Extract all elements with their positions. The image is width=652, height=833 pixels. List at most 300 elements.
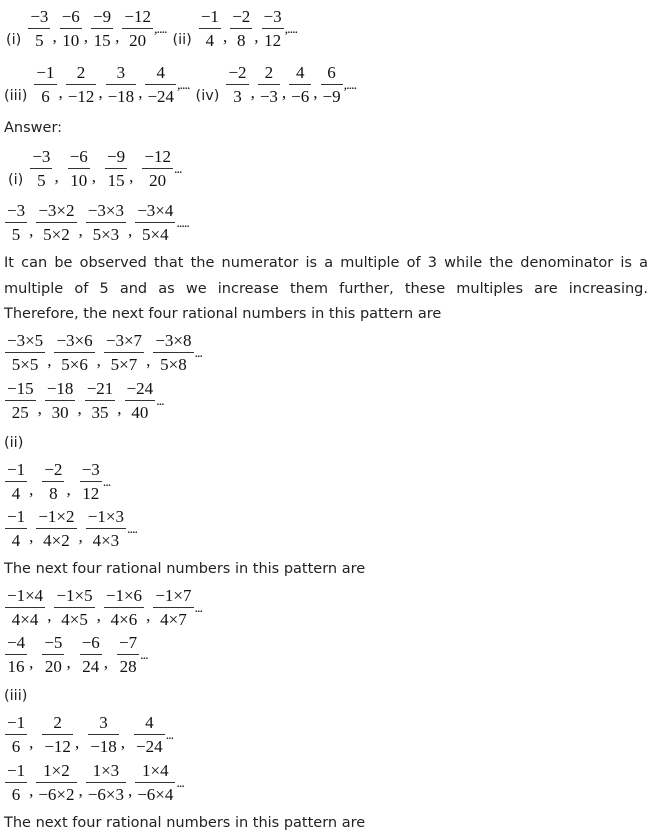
fraction-bar [230, 28, 252, 29]
fraction-bar [5, 222, 27, 223]
comma: , [281, 83, 287, 102]
fraction-bar [85, 400, 116, 401]
fraction-bar [36, 782, 76, 783]
fraction [85, 762, 127, 804]
fraction-bar [262, 28, 284, 29]
part-label: (iv) [195, 88, 220, 104]
denominator: 4 [11, 531, 21, 550]
fraction-sequence [4, 380, 164, 422]
denominator: −6×3 [87, 785, 124, 804]
fraction-sequence [4, 461, 110, 503]
denominator: −12 [67, 87, 95, 106]
fraction [35, 508, 77, 550]
fraction-bar [145, 84, 176, 85]
fraction [29, 148, 53, 190]
comma: , [115, 27, 120, 46]
denominator: 3 [233, 87, 242, 106]
fraction [85, 202, 127, 244]
numerator: 1×4 [142, 761, 169, 780]
fraction [67, 148, 91, 190]
answer-ii-next-expanded [0, 587, 202, 629]
comma: , [127, 781, 133, 800]
numerator: 2 [53, 713, 62, 732]
ellipsis: ... [102, 475, 111, 490]
fraction-bar [30, 168, 52, 169]
numerator: 1×3 [92, 761, 120, 780]
fraction-bar [91, 28, 113, 29]
denominator: 5×6 [61, 355, 88, 374]
fraction-bar [125, 400, 156, 401]
fraction-bar [34, 84, 56, 85]
numerator: −2 [44, 460, 63, 479]
fraction-bar [45, 400, 76, 401]
numerator: −7 [119, 633, 138, 652]
denominator: 5 [11, 225, 21, 244]
fraction [27, 8, 51, 50]
question-row-1 [0, 8, 297, 50]
fraction-bar [60, 28, 82, 29]
comma: , [29, 527, 34, 546]
fraction-bar [106, 84, 137, 85]
comma: , [78, 221, 83, 240]
fraction-bar [135, 222, 175, 223]
fraction [4, 508, 28, 550]
numerator: −9 [93, 7, 112, 26]
comma: , [29, 733, 34, 752]
comma: , [78, 527, 83, 546]
answer-i-explanation: It can be observed that the numerator is a multiple of 3 while the denominator is a multiple of 5 and as we increase them further, these multiples are increasing. Therefore, the next four rational numbers in this pattern are [4, 255, 648, 322]
fraction-bar [66, 84, 97, 85]
fraction-bar [88, 734, 119, 735]
ellipsis: ,.... [284, 22, 298, 37]
comma: , [58, 83, 63, 102]
comma: , [29, 221, 34, 240]
part-label: (i) [6, 32, 22, 48]
numerator: −3×6 [56, 331, 93, 350]
numerator: −1 [200, 7, 219, 26]
comma: , [254, 27, 259, 46]
ellipsis: ... [173, 162, 182, 177]
comma: , [127, 221, 133, 240]
fraction-bar [226, 84, 248, 85]
fraction [53, 332, 95, 374]
fraction-sequence [27, 8, 166, 50]
denominator: 6 [11, 785, 21, 804]
question-row-2 [0, 64, 356, 106]
numerator: −3×8 [155, 331, 192, 350]
numerator: 2 [264, 63, 274, 82]
fraction-bar [86, 222, 126, 223]
fraction-sequence [4, 332, 202, 374]
fraction-bar [153, 607, 193, 608]
denominator: 10 [70, 171, 88, 190]
ellipsis: ,.... [177, 78, 190, 93]
numerator: −3 [30, 7, 49, 26]
fraction-bar [5, 782, 27, 783]
numerator: −3 [81, 460, 100, 479]
denominator: −24 [136, 737, 163, 756]
numerator: 4 [145, 713, 154, 732]
comma: , [77, 399, 82, 418]
fraction [229, 8, 253, 50]
fraction [288, 64, 312, 106]
fraction [141, 148, 174, 190]
comma: , [146, 351, 151, 370]
fraction-bar [134, 734, 165, 735]
ellipsis: ... [140, 648, 148, 663]
fraction [4, 332, 46, 374]
fraction-bar [104, 607, 144, 608]
ellipsis: ... [194, 601, 202, 616]
numerator: −3×3 [87, 201, 124, 220]
answer-ii-given [0, 461, 110, 503]
denominator: 6 [11, 737, 21, 756]
numerator: 4 [295, 63, 305, 82]
fraction [79, 634, 103, 676]
denominator: −24 [147, 87, 175, 106]
denominator: 20 [129, 31, 147, 50]
answer-ii-expanded [0, 508, 137, 550]
comma: , [47, 606, 52, 625]
denominator: 4×2 [43, 531, 70, 550]
fraction-sequence [4, 587, 202, 629]
fraction-bar [80, 654, 102, 655]
answer-i-expanded [0, 202, 189, 244]
denominator: 4×6 [110, 610, 138, 629]
denominator: 24 [82, 657, 100, 676]
fraction [144, 64, 177, 106]
denominator: 4 [11, 484, 21, 503]
ellipsis: ... [156, 394, 164, 409]
numerator: −5 [44, 633, 63, 652]
numerator: −3 [7, 201, 26, 220]
numerator: −12 [124, 7, 151, 26]
fraction-bar [105, 168, 127, 169]
denominator: −6×2 [38, 785, 75, 804]
fraction-bar [289, 84, 311, 85]
fraction [116, 634, 140, 676]
comma: , [52, 27, 57, 46]
answer-i-next-values [0, 380, 164, 422]
fraction [84, 380, 117, 422]
numerator: −1×2 [38, 507, 75, 526]
fraction [152, 332, 194, 374]
denominator: 5 [35, 31, 44, 50]
comma: , [250, 83, 255, 102]
denominator: 40 [131, 403, 149, 422]
numerator: −1 [7, 460, 26, 479]
fraction-bar [5, 607, 45, 608]
fraction [4, 380, 37, 422]
answer-iii-given [0, 714, 173, 756]
fraction-bar [5, 734, 27, 735]
denominator: −18 [90, 737, 117, 756]
numerator: −3 [32, 147, 51, 166]
fraction-bar [36, 528, 76, 529]
comma: , [96, 606, 101, 625]
denominator: 8 [49, 484, 58, 503]
comma: , [37, 399, 42, 418]
denominator: 6 [41, 87, 50, 106]
denominator: −6×4 [137, 785, 174, 804]
part-label: (iii) [4, 88, 28, 104]
numerator: −21 [86, 379, 114, 398]
denominator: 35 [91, 403, 109, 422]
comma: , [66, 653, 71, 672]
fraction-bar [122, 28, 153, 29]
numerator: −1×5 [56, 586, 93, 605]
fraction-sequence [225, 64, 356, 106]
part-label: (ii) [172, 32, 192, 48]
fraction-bar [28, 28, 50, 29]
numerator: −3×7 [105, 331, 143, 350]
numerator: −3×5 [7, 331, 44, 350]
fraction-bar [104, 352, 144, 353]
answer-iii-explanation: The next four rational numbers in this pattern are [4, 815, 366, 831]
answer-iii-label: (iii) [4, 688, 28, 704]
denominator: 8 [236, 31, 246, 50]
comma: , [146, 606, 151, 625]
denominator: −3 [259, 87, 278, 106]
numerator: −2 [228, 63, 247, 82]
answer-iii-expanded [0, 762, 184, 804]
denominator: 5×8 [160, 355, 187, 374]
fraction-bar [5, 400, 36, 401]
fraction [124, 380, 157, 422]
fraction [105, 64, 138, 106]
denominator: 15 [107, 171, 125, 190]
denominator: 5×2 [43, 225, 70, 244]
denominator: 28 [119, 657, 137, 676]
denominator: 5×7 [110, 355, 138, 374]
fraction-sequence [4, 508, 137, 550]
fraction-bar [68, 168, 90, 169]
numerator: 3 [116, 63, 126, 82]
denominator: 12 [264, 31, 282, 50]
answer-heading: Answer: [4, 120, 63, 136]
ellipsis: ... [165, 728, 174, 743]
comma: , [29, 480, 34, 499]
fraction-sequence [4, 714, 173, 756]
fraction-bar [42, 654, 64, 655]
fraction [65, 64, 98, 106]
numerator: −1×3 [87, 507, 124, 526]
numerator: −1 [36, 63, 55, 82]
numerator: −18 [46, 379, 74, 398]
fraction-sequence [4, 202, 189, 244]
comma: , [91, 167, 97, 186]
denominator: 20 [149, 171, 167, 190]
fraction [134, 202, 176, 244]
denominator: 4×3 [92, 531, 120, 550]
numerator: 4 [156, 63, 165, 82]
fraction-sequence [4, 762, 184, 804]
comma: , [78, 781, 83, 800]
numerator: −4 [7, 633, 26, 652]
fraction [87, 714, 120, 756]
denominator: −9 [322, 87, 341, 106]
denominator: 25 [11, 403, 29, 422]
denominator: 5×4 [142, 225, 169, 244]
denominator: 10 [62, 31, 80, 50]
comma: , [47, 351, 52, 370]
denominator: −6 [291, 87, 310, 106]
numerator: −6 [69, 147, 88, 166]
fraction-sequence [29, 148, 181, 190]
fraction [4, 762, 28, 804]
fraction-bar [5, 654, 27, 655]
answer-i-given [0, 148, 181, 190]
comma: , [103, 653, 109, 672]
comma: , [83, 27, 89, 46]
comma: , [129, 167, 134, 186]
numerator: 2 [76, 63, 86, 82]
fraction-bar [5, 481, 27, 482]
numerator: −15 [7, 379, 34, 398]
ellipsis: ... [176, 776, 184, 791]
fraction [41, 634, 65, 676]
numerator: −1×7 [155, 586, 192, 605]
comma: , [29, 781, 34, 800]
fraction [257, 64, 281, 106]
denominator: 15 [93, 31, 111, 50]
fraction [134, 762, 176, 804]
numerator: −9 [107, 147, 126, 166]
numerator: 1×2 [43, 761, 70, 780]
denominator: 4×5 [61, 610, 88, 629]
ellipsis: ... [194, 346, 202, 361]
fraction [35, 202, 77, 244]
denominator: −18 [107, 87, 135, 106]
comma: , [313, 83, 318, 102]
ellipsis: ,.... [153, 22, 167, 37]
numerator: −6 [81, 633, 100, 652]
fraction [198, 8, 222, 50]
fraction-bar [54, 352, 94, 353]
denominator: 4 [205, 31, 215, 50]
fraction [4, 714, 28, 756]
fraction [103, 332, 145, 374]
fraction [53, 587, 95, 629]
fraction [261, 8, 285, 50]
ellipsis: ..... [176, 216, 189, 231]
comma: , [222, 27, 228, 46]
comma: , [98, 83, 103, 102]
fraction-bar [258, 84, 280, 85]
numerator: −2 [232, 7, 251, 26]
fraction [44, 380, 77, 422]
fraction [121, 8, 154, 50]
numerator: −1 [7, 761, 26, 780]
fraction-bar [321, 84, 343, 85]
denominator: 5×3 [92, 225, 120, 244]
fraction-bar [199, 28, 221, 29]
denominator: 4×7 [160, 610, 187, 629]
fraction-bar [142, 168, 173, 169]
answer-ii-explanation: The next four rational numbers in this pattern are [4, 561, 366, 577]
comma: , [138, 83, 143, 102]
fraction-sequence [33, 64, 189, 106]
fraction [79, 461, 103, 503]
fraction-bar [42, 481, 64, 482]
fraction-bar [5, 528, 27, 529]
denominator: 4×4 [11, 610, 39, 629]
denominator: 20 [44, 657, 62, 676]
fraction [225, 64, 249, 106]
fraction [4, 587, 46, 629]
fraction [104, 148, 128, 190]
numerator: 6 [327, 63, 336, 82]
numerator: −1 [7, 713, 26, 732]
numerator: −1×4 [7, 586, 44, 605]
comma: , [54, 167, 59, 186]
ellipsis: ,.... [343, 78, 357, 93]
fraction [103, 587, 145, 629]
numerator: −24 [126, 379, 154, 398]
fraction [152, 587, 194, 629]
fraction-bar [54, 607, 94, 608]
fraction [41, 461, 65, 503]
fraction [4, 461, 28, 503]
fraction-bar [86, 782, 126, 783]
denominator: 16 [7, 657, 25, 676]
fraction-sequence [4, 634, 148, 676]
answer-ii-next-values [0, 634, 148, 676]
comma: , [29, 653, 34, 672]
fraction-sequence [198, 8, 297, 50]
comma: , [74, 733, 80, 752]
fraction [320, 64, 344, 106]
fraction-bar [36, 222, 76, 223]
comma: , [96, 351, 101, 370]
numerator: −3×2 [38, 201, 75, 220]
comma: , [120, 733, 126, 752]
fraction [4, 634, 28, 676]
fraction [35, 762, 77, 804]
denominator: −12 [44, 737, 71, 756]
fraction-bar [80, 481, 102, 482]
denominator: 5 [37, 171, 46, 190]
numerator: −3 [263, 7, 282, 26]
fraction [133, 714, 166, 756]
denominator: 5×5 [11, 355, 39, 374]
numerator: −1×6 [105, 586, 143, 605]
fraction [85, 508, 127, 550]
fraction [59, 8, 83, 50]
part-label: (i) [8, 172, 24, 188]
fraction [41, 714, 74, 756]
fraction-bar [117, 654, 139, 655]
numerator: 3 [99, 713, 108, 732]
fraction-bar [153, 352, 193, 353]
fraction-bar [5, 352, 45, 353]
comma: , [117, 399, 122, 418]
numerator: −3×4 [137, 201, 174, 220]
numerator: −6 [61, 7, 80, 26]
fraction-bar [135, 782, 175, 783]
denominator: 12 [82, 484, 100, 503]
ellipsis: .... [126, 522, 137, 537]
fraction-bar [86, 528, 126, 529]
comma: , [66, 480, 71, 499]
denominator: 30 [51, 403, 69, 422]
fraction [4, 202, 28, 244]
fraction-bar [42, 734, 73, 735]
numerator: −1 [7, 507, 26, 526]
answer-i-next-expanded [0, 332, 202, 374]
answer-ii-label: (ii) [4, 435, 24, 451]
fraction [90, 8, 114, 50]
